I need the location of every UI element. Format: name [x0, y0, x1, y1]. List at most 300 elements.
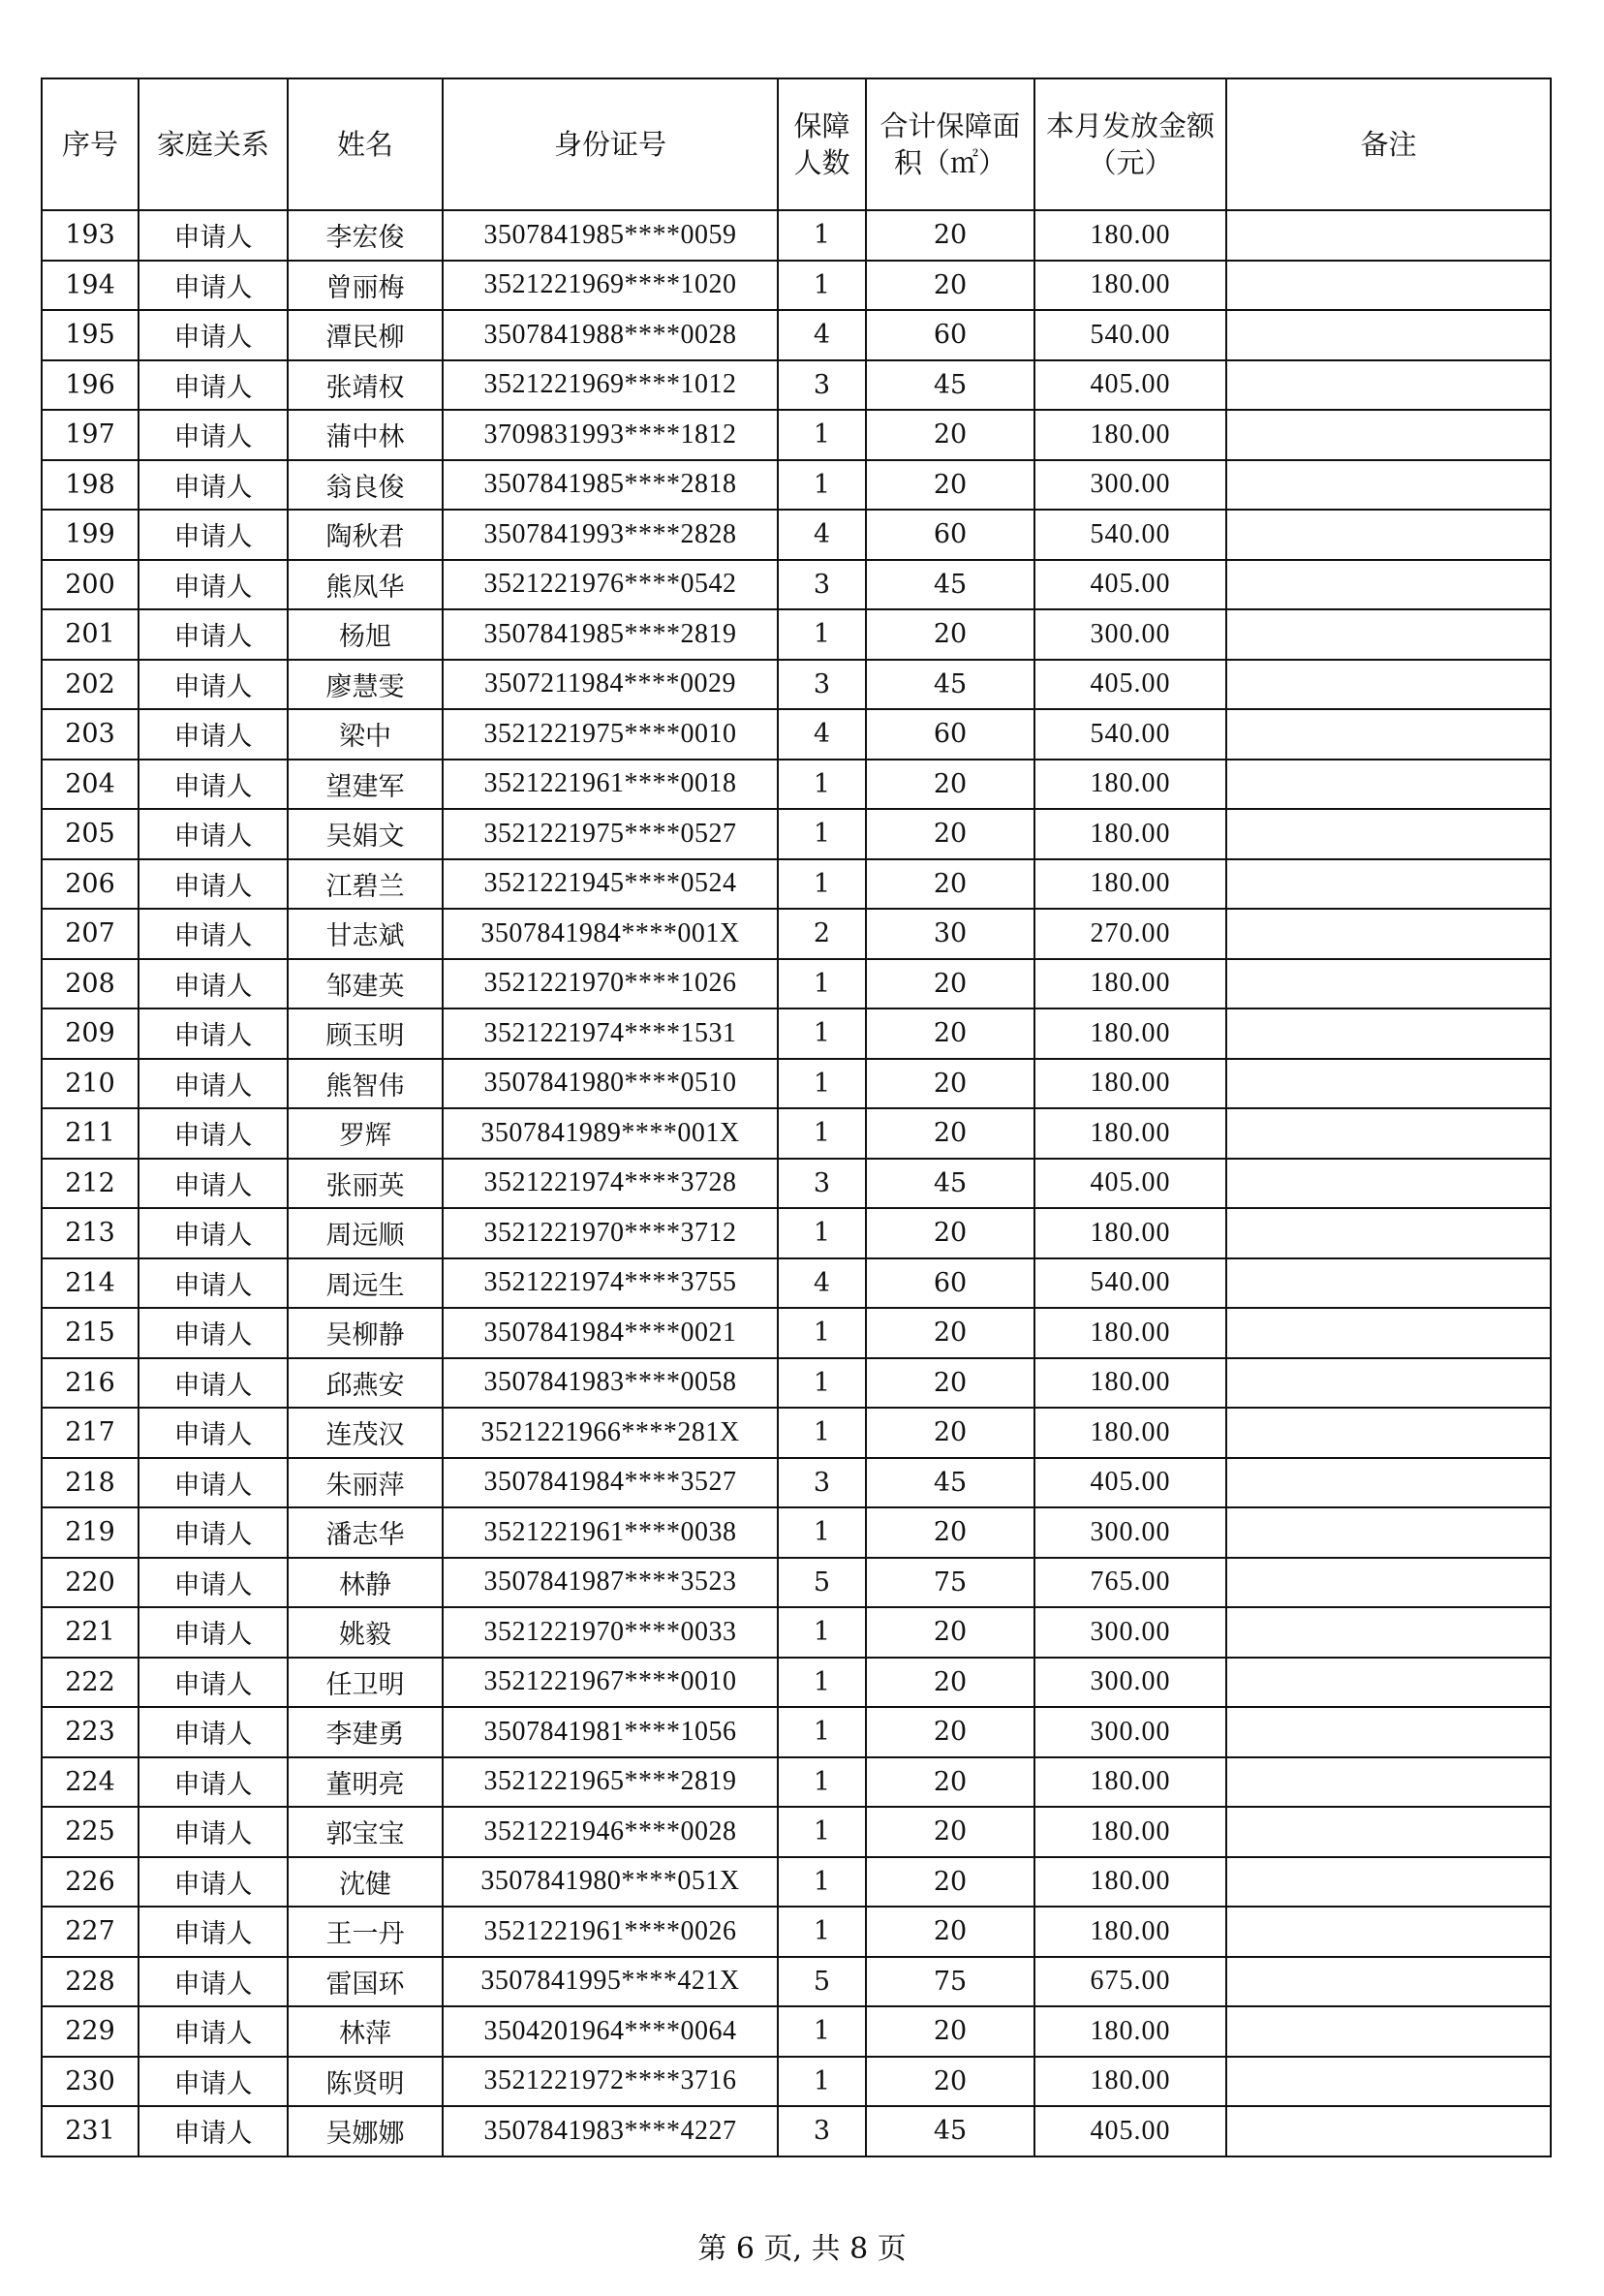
header-note: 备注: [1226, 78, 1551, 210]
cell-name: 吴娟文: [288, 809, 443, 859]
cell-amount: 180.00: [1034, 1807, 1226, 1857]
cell-note: [1226, 1507, 1551, 1558]
cell-note: [1226, 1658, 1551, 1708]
cell-id: 3507841984****0021: [443, 1308, 778, 1358]
cell-name: 罗辉: [288, 1108, 443, 1159]
cell-seq: 231: [42, 2106, 139, 2156]
cell-area: 75: [866, 1558, 1034, 1608]
cell-note: [1226, 1258, 1551, 1309]
cell-amount: 405.00: [1034, 660, 1226, 710]
cell-id: 3521221974****3728: [443, 1159, 778, 1209]
cell-area: 75: [866, 1957, 1034, 2007]
cell-seq: 227: [42, 1907, 139, 1957]
cell-relation: 申请人: [139, 1857, 288, 1908]
cell-name: 朱丽萍: [288, 1458, 443, 1508]
cell-area: 20: [866, 410, 1034, 460]
cell-note: [1226, 1807, 1551, 1857]
cell-persons: 4: [778, 1258, 866, 1309]
cell-relation: 申请人: [139, 959, 288, 1009]
cell-area: 20: [866, 1757, 1034, 1808]
cell-seq: 210: [42, 1059, 139, 1109]
cell-amount: 270.00: [1034, 909, 1226, 959]
cell-seq: 208: [42, 959, 139, 1009]
cell-persons: 1: [778, 1857, 866, 1908]
cell-area: 20: [866, 1857, 1034, 1908]
cell-seq: 217: [42, 1408, 139, 1458]
cell-id: 3521221972****3716: [443, 2057, 778, 2107]
table-row: [42, 2106, 1551, 2156]
cell-note: [1226, 510, 1551, 560]
table-body: [42, 210, 1551, 2156]
table-row: [42, 1358, 1551, 1409]
cell-seq: 228: [42, 1957, 139, 2007]
cell-seq: 207: [42, 909, 139, 959]
cell-persons: 1: [778, 1907, 866, 1957]
cell-id: 3521221974****3755: [443, 1258, 778, 1309]
table-row: [42, 1807, 1551, 1857]
cell-note: [1226, 2106, 1551, 2156]
cell-persons: 4: [778, 709, 866, 760]
cell-note: [1226, 460, 1551, 511]
cell-area: 20: [866, 1059, 1034, 1109]
cell-amount: 180.00: [1034, 2057, 1226, 2107]
cell-note: [1226, 1159, 1551, 1209]
cell-area: 20: [866, 809, 1034, 859]
cell-amount: 180.00: [1034, 1059, 1226, 1109]
cell-amount: 405.00: [1034, 360, 1226, 411]
cell-area: 45: [866, 2106, 1034, 2156]
cell-name: 望建军: [288, 760, 443, 810]
cell-amount: 180.00: [1034, 859, 1226, 910]
cell-relation: 申请人: [139, 1358, 288, 1409]
cell-seq: 212: [42, 1159, 139, 1209]
cell-note: [1226, 760, 1551, 810]
cell-amount: 405.00: [1034, 2106, 1226, 2156]
cell-persons: 1: [778, 261, 866, 311]
table-row: [42, 1707, 1551, 1757]
table-row: [42, 1607, 1551, 1658]
cell-name: 周远顺: [288, 1208, 443, 1258]
cell-seq: 196: [42, 360, 139, 411]
cell-name: 陈贤明: [288, 2057, 443, 2107]
cell-note: [1226, 1558, 1551, 1608]
cell-amount: 180.00: [1034, 959, 1226, 1009]
cell-amount: 180.00: [1034, 1757, 1226, 1808]
cell-name: 雷国环: [288, 1957, 443, 2007]
cell-persons: 3: [778, 660, 866, 710]
cell-relation: 申请人: [139, 1607, 288, 1658]
cell-relation: 申请人: [139, 510, 288, 560]
cell-note: [1226, 2057, 1551, 2107]
cell-id: 3507841980****0510: [443, 1059, 778, 1109]
table-row: [42, 510, 1551, 560]
cell-area: 20: [866, 2057, 1034, 2107]
cell-persons: 1: [778, 809, 866, 859]
table-row: [42, 360, 1551, 411]
table-row: [42, 609, 1551, 660]
cell-name: 潘志华: [288, 1507, 443, 1558]
cell-persons: 1: [778, 1308, 866, 1358]
table-row: [42, 2057, 1551, 2107]
cell-id: 3521221945****0524: [443, 859, 778, 910]
cell-relation: 申请人: [139, 360, 288, 411]
cell-amount: 765.00: [1034, 1558, 1226, 1608]
cell-id: 3709831993****1812: [443, 410, 778, 460]
cell-id: 3521221975****0010: [443, 709, 778, 760]
table-row: [42, 909, 1551, 959]
cell-persons: 1: [778, 1607, 866, 1658]
cell-seq: 211: [42, 1108, 139, 1159]
cell-relation: 申请人: [139, 1507, 288, 1558]
cell-amount: 675.00: [1034, 1957, 1226, 2007]
cell-persons: 1: [778, 460, 866, 511]
cell-id: 3507841985****0059: [443, 210, 778, 261]
table-row: [42, 1458, 1551, 1508]
cell-relation: 申请人: [139, 809, 288, 859]
cell-seq: 220: [42, 1558, 139, 1608]
cell-persons: 1: [778, 2006, 866, 2057]
cell-area: 20: [866, 1008, 1034, 1059]
cell-id: 3521221961****0018: [443, 760, 778, 810]
cell-name: 江碧兰: [288, 859, 443, 910]
cell-id: 3521221969****1020: [443, 261, 778, 311]
cell-relation: 申请人: [139, 1408, 288, 1458]
cell-name: 李宏俊: [288, 210, 443, 261]
cell-note: [1226, 809, 1551, 859]
cell-id: 3507841985****2818: [443, 460, 778, 511]
cell-id: 3521221974****1531: [443, 1008, 778, 1059]
cell-persons: 1: [778, 1358, 866, 1409]
cell-relation: 申请人: [139, 1907, 288, 1957]
cell-amount: 180.00: [1034, 809, 1226, 859]
cell-amount: 180.00: [1034, 1108, 1226, 1159]
cell-id: 3521221961****0026: [443, 1907, 778, 1957]
cell-id: 3521221965****2819: [443, 1757, 778, 1808]
cell-id: 3504201964****0064: [443, 2006, 778, 2057]
cell-name: 熊智伟: [288, 1059, 443, 1109]
cell-relation: 申请人: [139, 261, 288, 311]
cell-relation: 申请人: [139, 1957, 288, 2007]
cell-area: 60: [866, 510, 1034, 560]
cell-amount: 300.00: [1034, 1658, 1226, 1708]
cell-relation: 申请人: [139, 410, 288, 460]
cell-amount: 180.00: [1034, 1008, 1226, 1059]
cell-name: 吴娜娜: [288, 2106, 443, 2156]
cell-id: 3521221976****0542: [443, 560, 778, 610]
cell-seq: 200: [42, 560, 139, 610]
table-row: [42, 1008, 1551, 1059]
cell-area: 60: [866, 1258, 1034, 1309]
cell-amount: 180.00: [1034, 1857, 1226, 1908]
cell-seq: 229: [42, 2006, 139, 2057]
table-row: [42, 1059, 1551, 1109]
cell-name: 吴柳静: [288, 1308, 443, 1358]
cell-note: [1226, 1857, 1551, 1908]
cell-persons: 4: [778, 310, 866, 360]
table-row: [42, 1108, 1551, 1159]
cell-name: 沈健: [288, 1857, 443, 1908]
cell-note: [1226, 1008, 1551, 1059]
cell-relation: 申请人: [139, 2057, 288, 2107]
cell-area: 20: [866, 1607, 1034, 1658]
header-id: 身份证号: [443, 78, 778, 210]
cell-area: 60: [866, 709, 1034, 760]
cell-persons: 3: [778, 1458, 866, 1508]
cell-id: 3521221969****1012: [443, 360, 778, 411]
cell-id: 3507841995****421X: [443, 1957, 778, 2007]
cell-name: 林静: [288, 1558, 443, 1608]
cell-id: 3521221966****281X: [443, 1408, 778, 1458]
table-row: [42, 1757, 1551, 1808]
table-row: [42, 1258, 1551, 1309]
cell-area: 20: [866, 261, 1034, 311]
cell-relation: 申请人: [139, 210, 288, 261]
cell-name: 顾玉明: [288, 1008, 443, 1059]
cell-note: [1226, 410, 1551, 460]
cell-amount: 300.00: [1034, 1507, 1226, 1558]
cell-name: 张靖权: [288, 360, 443, 411]
cell-note: [1226, 1408, 1551, 1458]
cell-note: [1226, 1358, 1551, 1409]
cell-name: 梁中: [288, 709, 443, 760]
cell-id: 3507841985****2819: [443, 609, 778, 660]
cell-relation: 申请人: [139, 1757, 288, 1808]
table-row: [42, 210, 1551, 261]
cell-note: [1226, 660, 1551, 710]
cell-name: 董明亮: [288, 1757, 443, 1808]
cell-id: 3507841989****001X: [443, 1108, 778, 1159]
cell-note: [1226, 360, 1551, 411]
cell-note: [1226, 2006, 1551, 2057]
cell-persons: 1: [778, 210, 866, 261]
subsidy-table: [41, 78, 1552, 2157]
cell-relation: 申请人: [139, 859, 288, 910]
cell-area: 45: [866, 560, 1034, 610]
cell-area: 45: [866, 660, 1034, 710]
header-area: 合计保障面积（㎡）: [866, 78, 1034, 210]
table-row: [42, 310, 1551, 360]
cell-amount: 180.00: [1034, 1408, 1226, 1458]
cell-relation: 申请人: [139, 660, 288, 710]
cell-name: 连茂汉: [288, 1408, 443, 1458]
cell-area: 20: [866, 2006, 1034, 2057]
cell-name: 甘志斌: [288, 909, 443, 959]
cell-name: 廖慧雯: [288, 660, 443, 710]
cell-persons: 1: [778, 1507, 866, 1558]
table-row: [42, 660, 1551, 710]
cell-id: 3507841987****3523: [443, 1558, 778, 1608]
cell-seq: 224: [42, 1757, 139, 1808]
cell-persons: 2: [778, 909, 866, 959]
cell-area: 20: [866, 609, 1034, 660]
table-row: [42, 460, 1551, 511]
cell-amount: 540.00: [1034, 310, 1226, 360]
cell-amount: 300.00: [1034, 609, 1226, 660]
cell-note: [1226, 859, 1551, 910]
cell-id: 3507841993****2828: [443, 510, 778, 560]
cell-amount: 180.00: [1034, 261, 1226, 311]
cell-area: 20: [866, 1658, 1034, 1708]
cell-name: 翁良俊: [288, 460, 443, 511]
table-row: [42, 1208, 1551, 1258]
cell-persons: 3: [778, 360, 866, 411]
cell-relation: 申请人: [139, 1707, 288, 1757]
cell-seq: 209: [42, 1008, 139, 1059]
cell-seq: 226: [42, 1857, 139, 1908]
cell-area: 20: [866, 1358, 1034, 1409]
cell-id: 3521221946****0028: [443, 1807, 778, 1857]
cell-persons: 1: [778, 1757, 866, 1808]
cell-name: 陶秋君: [288, 510, 443, 560]
cell-name: 李建勇: [288, 1707, 443, 1757]
header-name: 姓名: [288, 78, 443, 210]
cell-seq: 215: [42, 1308, 139, 1358]
header-relation: 家庭关系: [139, 78, 288, 210]
cell-id: 3507841983****0058: [443, 1358, 778, 1409]
cell-amount: 180.00: [1034, 2006, 1226, 2057]
cell-persons: 1: [778, 1108, 866, 1159]
cell-area: 45: [866, 360, 1034, 411]
cell-id: 3521221970****1026: [443, 959, 778, 1009]
cell-amount: 300.00: [1034, 1607, 1226, 1658]
table-row: [42, 1907, 1551, 1957]
cell-seq: 198: [42, 460, 139, 511]
cell-seq: 194: [42, 261, 139, 311]
cell-amount: 405.00: [1034, 1159, 1226, 1209]
cell-note: [1226, 1757, 1551, 1808]
cell-relation: 申请人: [139, 1458, 288, 1508]
cell-name: 邹建英: [288, 959, 443, 1009]
cell-area: 20: [866, 210, 1034, 261]
header-amount: 本月发放金额（元）: [1034, 78, 1226, 210]
cell-name: 杨旭: [288, 609, 443, 660]
cell-relation: 申请人: [139, 310, 288, 360]
cell-id: 3507841988****0028: [443, 310, 778, 360]
cell-persons: 1: [778, 1408, 866, 1458]
cell-seq: 204: [42, 760, 139, 810]
cell-name: 张丽英: [288, 1159, 443, 1209]
cell-relation: 申请人: [139, 709, 288, 760]
table-row: [42, 1308, 1551, 1358]
cell-name: 郭宝宝: [288, 1807, 443, 1857]
cell-amount: 180.00: [1034, 1358, 1226, 1409]
cell-relation: 申请人: [139, 1008, 288, 1059]
cell-persons: 3: [778, 2106, 866, 2156]
cell-seq: 203: [42, 709, 139, 760]
cell-persons: 1: [778, 859, 866, 910]
cell-relation: 申请人: [139, 460, 288, 511]
cell-note: [1226, 210, 1551, 261]
cell-seq: 221: [42, 1607, 139, 1658]
cell-seq: 230: [42, 2057, 139, 2107]
table-row: [42, 2006, 1551, 2057]
cell-amount: 180.00: [1034, 410, 1226, 460]
cell-note: [1226, 1059, 1551, 1109]
cell-area: 20: [866, 1208, 1034, 1258]
cell-id: 3521221961****0038: [443, 1507, 778, 1558]
cell-note: [1226, 1957, 1551, 2007]
cell-amount: 405.00: [1034, 560, 1226, 610]
cell-amount: 300.00: [1034, 460, 1226, 511]
cell-area: 45: [866, 1458, 1034, 1508]
header-seq: 序号: [42, 78, 139, 210]
cell-id: 3507841984****3527: [443, 1458, 778, 1508]
page-footer: 第 6 页, 共 8 页: [697, 2232, 907, 2266]
cell-name: 蒲中林: [288, 410, 443, 460]
cell-amount: 180.00: [1034, 1208, 1226, 1258]
table-row: [42, 709, 1551, 760]
cell-name: 潭民柳: [288, 310, 443, 360]
cell-area: 60: [866, 310, 1034, 360]
cell-note: [1226, 1707, 1551, 1757]
cell-relation: 申请人: [139, 609, 288, 660]
cell-note: [1226, 609, 1551, 660]
cell-id: 3521221975****0527: [443, 809, 778, 859]
cell-amount: 300.00: [1034, 1707, 1226, 1757]
cell-seq: 199: [42, 510, 139, 560]
cell-id: 3507841980****051X: [443, 1857, 778, 1908]
table-row: [42, 1857, 1551, 1908]
cell-seq: 218: [42, 1458, 139, 1508]
cell-name: 曾丽梅: [288, 261, 443, 311]
cell-id: 3507211984****0029: [443, 660, 778, 710]
header-row: [42, 78, 1551, 210]
cell-persons: 1: [778, 1658, 866, 1708]
cell-relation: 申请人: [139, 760, 288, 810]
cell-persons: 5: [778, 1957, 866, 2007]
cell-relation: 申请人: [139, 1258, 288, 1309]
cell-relation: 申请人: [139, 1059, 288, 1109]
cell-persons: 1: [778, 760, 866, 810]
cell-relation: 申请人: [139, 1308, 288, 1358]
cell-area: 20: [866, 1907, 1034, 1957]
cell-persons: 1: [778, 1008, 866, 1059]
cell-name: 姚毅: [288, 1607, 443, 1658]
cell-note: [1226, 1208, 1551, 1258]
cell-relation: 申请人: [139, 2006, 288, 2057]
cell-name: 任卫明: [288, 1658, 443, 1708]
cell-amount: 540.00: [1034, 709, 1226, 760]
header-persons: 保障人数: [778, 78, 866, 210]
cell-note: [1226, 1907, 1551, 1957]
table-row: [42, 261, 1551, 311]
cell-area: 20: [866, 1807, 1034, 1857]
cell-area: 45: [866, 1159, 1034, 1209]
cell-note: [1226, 560, 1551, 610]
cell-persons: 1: [778, 410, 866, 460]
cell-name: 周远生: [288, 1258, 443, 1309]
table-row: [42, 959, 1551, 1009]
cell-id: 3521221970****0033: [443, 1607, 778, 1658]
table-row: [42, 809, 1551, 859]
cell-area: 20: [866, 859, 1034, 910]
cell-seq: 214: [42, 1258, 139, 1309]
table-row: [42, 1507, 1551, 1558]
cell-name: 王一丹: [288, 1907, 443, 1957]
cell-id: 3507841983****4227: [443, 2106, 778, 2156]
cell-note: [1226, 909, 1551, 959]
cell-persons: 4: [778, 510, 866, 560]
cell-seq: 193: [42, 210, 139, 261]
cell-id: 3507841981****1056: [443, 1707, 778, 1757]
cell-area: 20: [866, 1507, 1034, 1558]
cell-area: 20: [866, 1308, 1034, 1358]
cell-name: 林萍: [288, 2006, 443, 2057]
cell-id: 3521221970****3712: [443, 1208, 778, 1258]
cell-note: [1226, 261, 1551, 311]
cell-area: 20: [866, 1707, 1034, 1757]
cell-note: [1226, 1607, 1551, 1658]
